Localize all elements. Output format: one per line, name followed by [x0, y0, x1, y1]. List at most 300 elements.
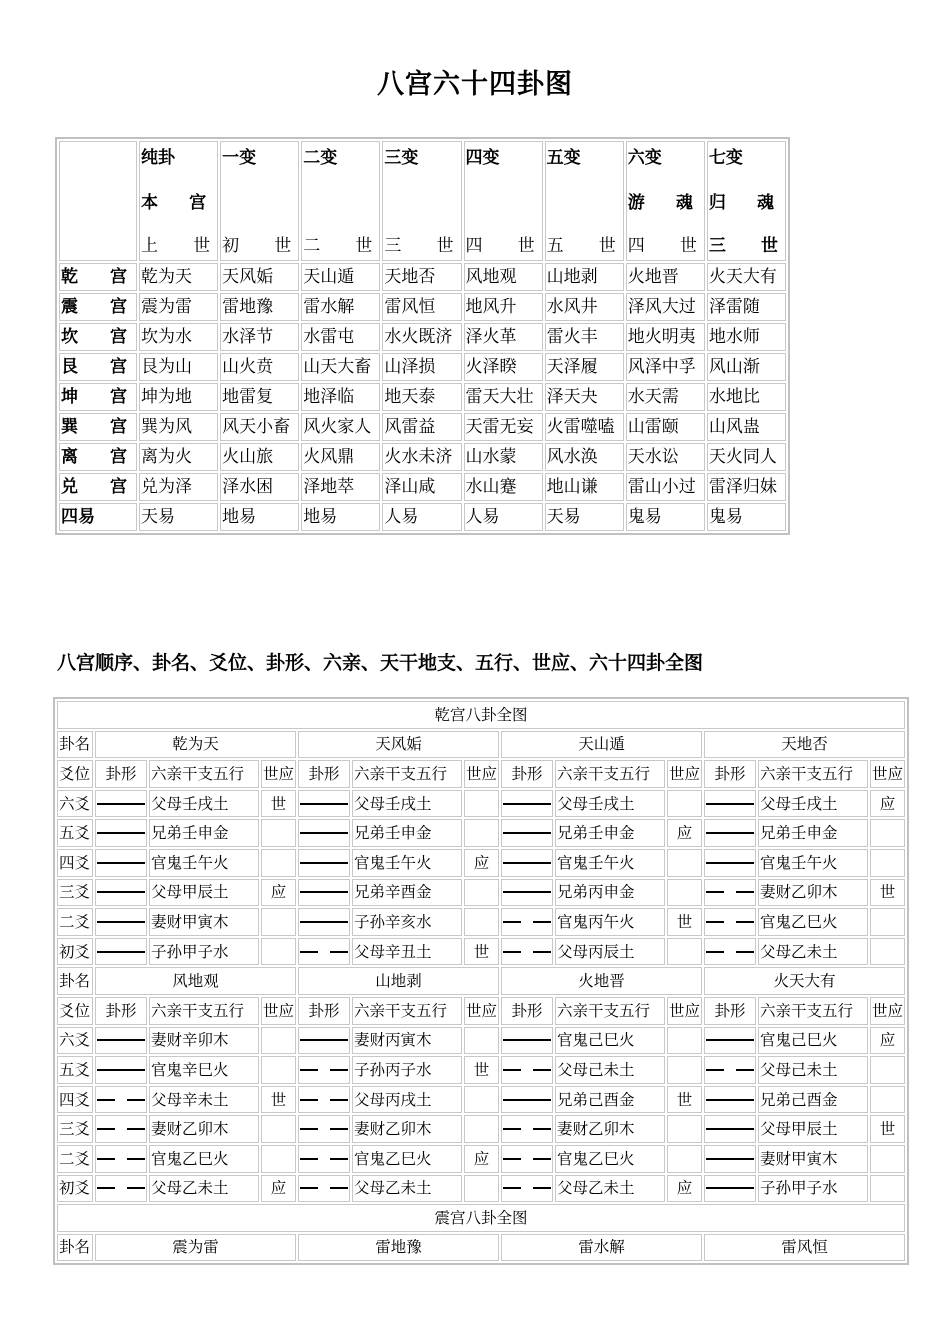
yang-line-icon — [300, 803, 348, 805]
shiying-cell: 应 — [261, 879, 296, 907]
hexagram-name-row — [57, 1234, 905, 1262]
line-shape-cell — [501, 908, 553, 936]
yao-position: 六爻 — [57, 790, 93, 818]
yang-line-icon — [97, 862, 145, 864]
hexagram-name-cell: 山雷颐 — [626, 413, 705, 441]
yin-line-icon — [97, 1128, 145, 1130]
shiying-cell — [464, 879, 499, 907]
liuqin-cell: 父母乙未土 — [758, 938, 868, 966]
palace-name-char: 坤 — [61, 387, 78, 407]
liuqin-cell: 官鬼乙巳火 — [149, 1145, 259, 1173]
shape-header: 卦形 — [298, 997, 350, 1025]
hexagram-name-cell: 水泽节 — [220, 323, 299, 351]
palace-name-char: 离 — [61, 447, 78, 467]
shape-header: 卦形 — [95, 760, 147, 788]
header-stack — [547, 142, 622, 260]
palace-name-char: 震 — [61, 297, 78, 317]
liuqin-cell: 妻财辛卯木 — [149, 1027, 259, 1055]
palace-row — [59, 413, 786, 441]
shiying-cell — [261, 1056, 296, 1084]
shi-position-char: 世 — [436, 236, 454, 256]
shiying-cell: 应 — [667, 819, 702, 847]
liuqin-cell: 父母甲辰土 — [149, 879, 259, 907]
palace-name-char: 宫 — [110, 447, 127, 467]
shiying-header: 世应 — [464, 760, 499, 788]
yao-row — [57, 1115, 905, 1143]
shi-position-char: 初 — [222, 236, 240, 256]
line-shape-cell — [704, 1175, 756, 1203]
section-title-row — [57, 701, 905, 729]
change-header-cell — [220, 141, 299, 261]
hexagram-name-cell: 火雷噬嗑 — [545, 413, 624, 441]
liuqin-cell: 父母壬戌土 — [352, 790, 462, 818]
hexagram-name-cell: 泽地萃 — [301, 473, 380, 501]
yang-line-icon — [503, 803, 551, 805]
shiying-header: 世应 — [261, 997, 296, 1025]
yang-line-icon — [300, 1039, 348, 1041]
liuqin-cell: 官鬼壬午火 — [555, 849, 665, 877]
palace-name-char: 巽 — [61, 417, 78, 437]
shiying-cell — [261, 938, 296, 966]
hexagram-name-cell: 天雷无妄 — [464, 413, 543, 441]
hexagram-name-cell: 风水涣 — [545, 443, 624, 471]
yin-line-icon — [706, 1069, 754, 1071]
palace-name — [61, 384, 135, 410]
line-shape-cell — [298, 1086, 350, 1114]
shiying-cell: 应 — [464, 1145, 499, 1173]
line-shape-cell — [95, 1086, 147, 1114]
palace-name-cell — [59, 293, 137, 321]
shiying-cell — [870, 938, 905, 966]
line-shape-cell — [704, 879, 756, 907]
liuqin-header: 六亲干支五行 — [555, 997, 665, 1025]
shi-position-char: 四 — [627, 236, 645, 256]
hexagram-name-cell: 艮为山 — [139, 353, 218, 381]
shi-position-char: 世 — [193, 236, 211, 256]
shiying-cell: 世 — [261, 790, 296, 818]
palace-type-label — [466, 187, 541, 219]
shape-header: 卦形 — [95, 997, 147, 1025]
line-shape-cell — [95, 819, 147, 847]
yao-position: 三爻 — [57, 1115, 93, 1143]
liuqin-cell: 父母丙戌土 — [352, 1086, 462, 1114]
hexagram-name-cell: 火山旅 — [220, 443, 299, 471]
liuqin-cell: 父母壬戌土 — [555, 790, 665, 818]
hexagram-name-cell: 风山渐 — [707, 353, 786, 381]
line-shape-cell — [298, 1175, 350, 1203]
line-shape-cell — [95, 908, 147, 936]
hexagram-name-cell: 风天小畜 — [220, 413, 299, 441]
hexagram-name-cell: 天地否 — [382, 263, 461, 291]
palace-name-cell — [59, 263, 137, 291]
line-shape-cell — [501, 1086, 553, 1114]
liuqin-cell: 父母壬戌土 — [149, 790, 259, 818]
liuqin-cell: 子孙甲子水 — [758, 1175, 868, 1203]
hexagram-name-cell: 水山蹇 — [464, 473, 543, 501]
liuqin-cell: 兄弟壬申金 — [758, 819, 868, 847]
liuqin-cell: 父母乙未土 — [149, 1175, 259, 1203]
yang-line-icon — [706, 1187, 754, 1189]
liuqin-cell: 兄弟丙申金 — [555, 879, 665, 907]
page-title: 八宫六十四卦图 — [377, 69, 573, 100]
yao-row — [57, 1145, 905, 1173]
shiying-header: 世应 — [667, 997, 702, 1025]
palace-type-char: 魂 — [757, 193, 774, 213]
hexagram-name-cell: 地泽临 — [301, 383, 380, 411]
shiying-cell — [464, 1115, 499, 1143]
hexagram-name-cell: 火风鼎 — [301, 443, 380, 471]
line-shape-cell — [704, 1145, 756, 1173]
hexagram-name-cell: 雷山小过 — [626, 473, 705, 501]
line-shape-cell — [704, 1115, 756, 1143]
shiying-cell — [464, 790, 499, 818]
shiying-cell: 应 — [261, 1175, 296, 1203]
header-stack — [628, 142, 703, 260]
change-label: 五变 — [546, 148, 581, 168]
change-header-cell — [464, 141, 543, 261]
palace-type-label — [222, 187, 297, 219]
change-label: 六变 — [627, 148, 662, 168]
liuqin-cell: 父母己未土 — [758, 1056, 868, 1084]
palace-name — [61, 504, 135, 530]
shiying-cell — [261, 1145, 296, 1173]
eight-palaces-table — [55, 137, 790, 535]
hexagram-name-cell: 火水未济 — [382, 443, 461, 471]
yin-line-icon — [503, 921, 551, 923]
liuqin-header: 六亲干支五行 — [555, 760, 665, 788]
liuqin-cell: 父母甲辰土 — [758, 1115, 868, 1143]
liuqin-cell: 父母丙辰土 — [555, 938, 665, 966]
yin-line-icon — [300, 951, 348, 953]
palace-name-cell — [59, 443, 137, 471]
line-shape-cell — [95, 790, 147, 818]
yao-row — [57, 908, 905, 936]
liuqin-cell: 妻财甲寅木 — [149, 908, 259, 936]
hexagram-name-cell: 天水讼 — [626, 443, 705, 471]
header-stack — [384, 142, 459, 260]
shi-position-char: 四 — [465, 236, 483, 256]
hexagram-name-cell: 雷水解 — [301, 293, 380, 321]
palace-row — [59, 323, 786, 351]
yao-row — [57, 1175, 905, 1203]
shi-position-char: 五 — [546, 236, 564, 256]
palace-name — [61, 444, 135, 470]
hexagram-name-cell: 地山谦 — [545, 473, 624, 501]
shiying-cell — [667, 879, 702, 907]
shiying-cell — [870, 1056, 905, 1084]
palace-name — [61, 294, 135, 320]
yang-line-icon — [706, 1158, 754, 1160]
yang-line-icon — [97, 891, 145, 893]
hexagram-name-cell: 火地晋 — [626, 263, 705, 291]
shiying-cell — [464, 819, 499, 847]
yao-row — [57, 849, 905, 877]
shiying-cell: 世 — [870, 879, 905, 907]
hexagram-name-cell: 地易 — [220, 503, 299, 531]
change-label: 纯卦 — [141, 148, 175, 168]
line-shape-cell — [704, 849, 756, 877]
line-shape-cell — [95, 938, 147, 966]
liuqin-cell: 官鬼壬午火 — [149, 849, 259, 877]
line-shape-cell — [704, 790, 756, 818]
liuqin-cell: 兄弟壬申金 — [555, 819, 665, 847]
line-shape-cell — [501, 1056, 553, 1084]
yao-position: 初爻 — [57, 1175, 93, 1203]
shiying-cell — [870, 908, 905, 936]
liuqin-cell: 兄弟辛酉金 — [352, 879, 462, 907]
hexagram-name-cell: 泽风大过 — [626, 293, 705, 321]
yin-line-icon — [503, 1069, 551, 1071]
hexagram-name-cell: 风地观 — [464, 263, 543, 291]
yao-position: 四爻 — [57, 1086, 93, 1114]
yin-line-icon — [97, 1158, 145, 1160]
change-label: 三变 — [384, 148, 419, 168]
shiying-cell — [667, 849, 702, 877]
liuqin-header: 六亲干支五行 — [352, 760, 462, 788]
shi-position-label — [303, 232, 378, 260]
yin-line-icon — [706, 921, 754, 923]
yin-line-icon — [300, 1099, 348, 1101]
shiying-cell — [870, 819, 905, 847]
yin-line-icon — [706, 891, 754, 893]
liuqin-cell: 官鬼壬午火 — [758, 849, 868, 877]
palace-type-char: 宫 — [189, 193, 207, 213]
line-shape-cell — [298, 790, 350, 818]
liuqin-cell: 妻财乙卯木 — [149, 1115, 259, 1143]
change-header-cell — [707, 141, 786, 261]
liuqin-header: 六亲干支五行 — [352, 997, 462, 1025]
line-shape-cell — [298, 1056, 350, 1084]
yang-line-icon — [97, 1069, 145, 1071]
change-header-cell — [626, 141, 705, 261]
yao-row — [57, 819, 905, 847]
shiying-cell: 应 — [464, 849, 499, 877]
liuqin-cell: 妻财甲寅木 — [758, 1145, 868, 1173]
yao-position: 六爻 — [57, 1027, 93, 1055]
shiying-cell: 应 — [870, 1027, 905, 1055]
palace-type-label — [547, 187, 622, 219]
header-stack — [141, 142, 216, 260]
hexagram-name-cell: 泽山咸 — [382, 473, 461, 501]
line-shape-cell — [298, 879, 350, 907]
palace-type-char: 归 — [708, 193, 726, 213]
palace-row — [59, 503, 786, 531]
header-stack — [709, 142, 784, 260]
hexagram-title: 天山遁 — [501, 731, 702, 759]
yin-line-icon — [503, 951, 551, 953]
hexagram-name-cell: 坤为地 — [139, 383, 218, 411]
shiying-cell — [261, 1027, 296, 1055]
hexagram-name-cell: 雷泽归妹 — [707, 473, 786, 501]
palace-name — [61, 474, 135, 500]
column-header-row — [57, 760, 905, 788]
palace-name-char: 乾 — [61, 267, 78, 287]
hexagram-name-cell: 风火家人 — [301, 413, 380, 441]
shiying-cell: 世 — [870, 1115, 905, 1143]
hexagram-name-cell: 鬼易 — [707, 503, 786, 531]
hexagram-name-cell: 雷天大壮 — [464, 383, 543, 411]
liuqin-header: 六亲干支五行 — [758, 760, 868, 788]
line-shape-cell — [95, 879, 147, 907]
liuqin-cell: 子孙丙子水 — [352, 1056, 462, 1084]
shiying-cell: 世 — [667, 1086, 702, 1114]
hexagram-name-cell: 地风升 — [464, 293, 543, 321]
hexagram-title: 震为雷 — [95, 1234, 296, 1262]
shape-header: 卦形 — [298, 760, 350, 788]
hexagram-name-cell: 水风井 — [545, 293, 624, 321]
shape-header: 卦形 — [704, 997, 756, 1025]
hexagram-name-cell: 地水师 — [707, 323, 786, 351]
yang-line-icon — [97, 1039, 145, 1041]
liuqin-cell: 官鬼丙午火 — [555, 908, 665, 936]
shiying-cell: 世 — [261, 1086, 296, 1114]
palace-name-char: 宫 — [110, 357, 127, 377]
line-shape-cell — [95, 1027, 147, 1055]
line-shape-cell — [298, 819, 350, 847]
palace-row — [59, 353, 786, 381]
shiying-cell — [870, 849, 905, 877]
hexagram-name-cell: 天风姤 — [220, 263, 299, 291]
yang-line-icon — [706, 862, 754, 864]
yang-line-icon — [706, 832, 754, 834]
change-label: 二变 — [303, 148, 338, 168]
palace-name-char: 四易 — [61, 507, 95, 527]
palace-type-label — [709, 187, 784, 219]
hexagram-name-cell: 水雷屯 — [301, 323, 380, 351]
shiying-cell — [870, 1145, 905, 1173]
yao-row — [57, 1056, 905, 1084]
hexagram-name-cell: 天火同人 — [707, 443, 786, 471]
palace-name-char: 宫 — [110, 297, 127, 317]
line-shape-cell — [298, 1145, 350, 1173]
hexagram-name-cell: 震为雷 — [139, 293, 218, 321]
hexagram-title: 雷风恒 — [704, 1234, 905, 1262]
liuqin-cell: 父母己未土 — [555, 1056, 665, 1084]
hexagram-name-cell: 风泽中孚 — [626, 353, 705, 381]
palace-name-char: 宫 — [110, 417, 127, 437]
hexagram-title: 天风姤 — [298, 731, 499, 759]
shiying-cell — [667, 1115, 702, 1143]
liuqin-cell: 妻财乙卯木 — [555, 1115, 665, 1143]
shiying-cell — [667, 790, 702, 818]
liuqin-cell: 父母壬戌土 — [758, 790, 868, 818]
hexagram-name-cell: 风雷益 — [382, 413, 461, 441]
shiying-cell: 世 — [464, 938, 499, 966]
yang-line-icon — [503, 862, 551, 864]
shiying-cell — [464, 908, 499, 936]
liuqin-cell: 官鬼乙巳火 — [555, 1145, 665, 1173]
hexagram-name-cell: 地雷复 — [220, 383, 299, 411]
palace-name-cell — [59, 503, 137, 531]
palace-name — [61, 264, 135, 290]
change-header-cell — [545, 141, 624, 261]
section-title: 乾宫八卦全图 — [57, 701, 905, 729]
line-shape-cell — [298, 1027, 350, 1055]
yang-line-icon — [300, 921, 348, 923]
shi-position-char: 世 — [517, 236, 535, 256]
yao-row — [57, 1027, 905, 1055]
name-label: 卦名 — [57, 1234, 93, 1262]
liuqin-cell: 官鬼己巳火 — [555, 1027, 665, 1055]
hexagram-name-cell: 山水蒙 — [464, 443, 543, 471]
hexagram-title: 雷水解 — [501, 1234, 702, 1262]
yao-position: 二爻 — [57, 1145, 93, 1173]
shiying-cell — [667, 938, 702, 966]
hexagram-name-cell: 山天大畜 — [301, 353, 380, 381]
shiying-cell — [667, 1056, 702, 1084]
shi-position-char: 世 — [355, 236, 373, 256]
liuqin-cell: 官鬼乙巳火 — [352, 1145, 462, 1173]
line-shape-cell — [501, 1115, 553, 1143]
palace-name-cell — [59, 383, 137, 411]
yang-line-icon — [503, 1039, 551, 1041]
shi-position-char: 世 — [761, 236, 778, 256]
hexagram-title: 天地否 — [704, 731, 905, 759]
hexagram-name-cell: 山泽损 — [382, 353, 461, 381]
palace-name — [61, 354, 135, 380]
change-header-cell — [382, 141, 461, 261]
shi-position-label — [222, 232, 297, 260]
palace-row — [59, 473, 786, 501]
shiying-header: 世应 — [464, 997, 499, 1025]
yang-line-icon — [300, 832, 348, 834]
shi-position-char: 世 — [598, 236, 616, 256]
palace-name-cell — [59, 323, 137, 351]
hexagram-name-cell: 山火贲 — [220, 353, 299, 381]
shiying-header: 世应 — [870, 760, 905, 788]
liuqin-cell: 兄弟壬申金 — [149, 819, 259, 847]
hexagram-name-cell: 地火明夷 — [626, 323, 705, 351]
palace-row — [59, 383, 786, 411]
section-title: 震宫八卦全图 — [57, 1204, 905, 1232]
liuqin-cell: 妻财乙卯木 — [352, 1115, 462, 1143]
yin-line-icon — [300, 1187, 348, 1189]
palace-name-cell — [59, 353, 137, 381]
yao-label: 爻位 — [57, 760, 93, 788]
line-shape-cell — [298, 938, 350, 966]
palace-name-cell — [59, 473, 137, 501]
hexagram-name-cell: 泽天夬 — [545, 383, 624, 411]
hexagram-name-cell: 雷风恒 — [382, 293, 461, 321]
liuqin-cell: 官鬼辛巳火 — [149, 1056, 259, 1084]
shi-position-label — [628, 232, 703, 260]
hexagram-name-cell: 泽水困 — [220, 473, 299, 501]
hexagram-name-row — [57, 967, 905, 995]
yin-line-icon — [97, 1099, 145, 1101]
hexagram-name-cell: 山地剥 — [545, 263, 624, 291]
shape-header: 卦形 — [501, 997, 553, 1025]
yao-position: 二爻 — [57, 908, 93, 936]
shiying-header: 世应 — [667, 760, 702, 788]
yang-line-icon — [97, 921, 145, 923]
shiying-cell — [261, 849, 296, 877]
palace-row — [59, 263, 786, 291]
hexagram-name-row — [57, 731, 905, 759]
hexagram-name-cell: 乾为天 — [139, 263, 218, 291]
line-shape-cell — [501, 879, 553, 907]
yang-line-icon — [706, 1039, 754, 1041]
liuqin-cell: 兄弟己酉金 — [555, 1086, 665, 1114]
line-shape-cell — [95, 849, 147, 877]
yao-row — [57, 938, 905, 966]
line-shape-cell — [298, 1115, 350, 1143]
line-shape-cell — [704, 1056, 756, 1084]
header-stack — [466, 142, 541, 260]
liuqin-cell: 子孙辛亥水 — [352, 908, 462, 936]
palace-type-label — [384, 187, 459, 219]
shi-position-label — [709, 232, 784, 260]
liuqin-header: 六亲干支五行 — [149, 997, 259, 1025]
